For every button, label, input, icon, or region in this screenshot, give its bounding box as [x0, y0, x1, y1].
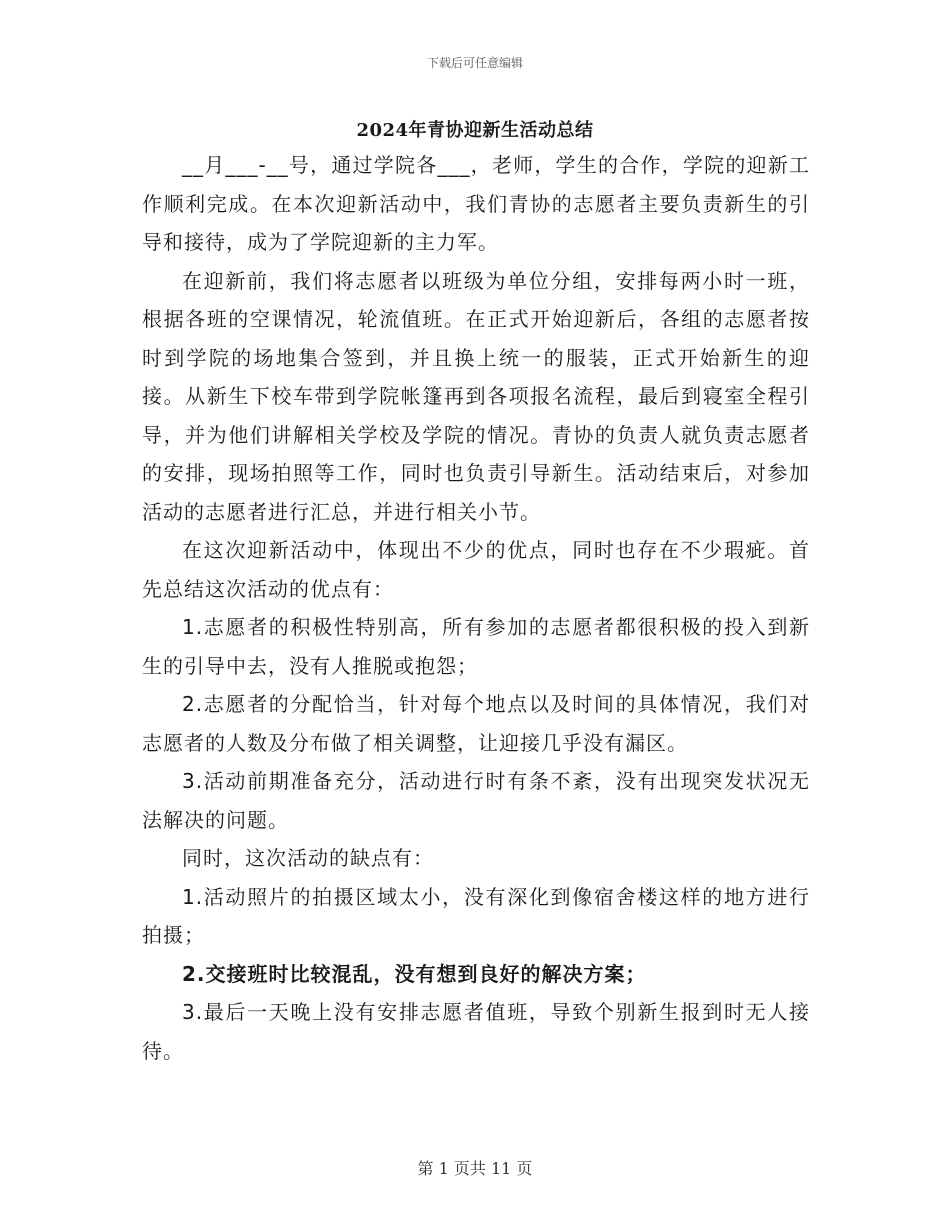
paragraph-summary-intro: 在这次迎新活动中，体现出不少的优点，同时也存在不少瑕疵。首先总结这次活动的优点有：: [142, 538, 810, 601]
paragraph-shortcoming-2: 2.交接班时比较混乱，没有想到良好的解决方案；: [182, 961, 647, 986]
paragraph-advantage-1: 1.志愿者的积极性特别高，所有参加的志愿者都很积极的投入到新生的引导中去，没有人推脱或抱怨；: [142, 615, 810, 678]
paragraph-intro: __月___-__号，通过学院各___，老师，学生的合作，学院的迎新工作顺利完成。在本次迎新活动中，我们青协的志愿者主要负责新生的引导和接待，成为了学院迎新的主力军。: [142, 153, 810, 254]
paragraph-shortcoming-3: 3.最后一天晚上没有安排志愿者值班，导致个别新生报到时无人接待。: [142, 1000, 810, 1063]
document-title: 2024年青协迎新生活动总结: [356, 120, 594, 141]
document-body: [142, 146, 810, 1070]
paragraph-advantage-3: 3.活动前期准备充分，活动进行时有条不紊，没有出现突发状况无法解决的问题。: [142, 769, 810, 832]
paragraph-preparation: 在迎新前，我们将志愿者以班级为单位分组，安排每两小时一班，根据各班的空课情况，轮流值班。在正式开始迎新后，各组的志愿者按时到学院的场地集合签到，并且换上统一的服装，正式开始新生的迎接。从新生下校车带到学院帐篷再到各项报名流程，最后到寝室全程引导，并为他们讲解相关学校及学院的情况。青协的负责人就负责志愿者的安排，现场拍照等工作，同时也负责引导新生。活动结束后，对参加活动的志愿者进行汇总，并进行相关小节。: [142, 268, 810, 524]
header-note: 下载后可任意编辑: [426, 56, 523, 70]
paragraph-shortcomings-intro: 同时，这次活动的缺点有：: [182, 846, 434, 870]
paragraph-advantage-2: 2.志愿者的分配恰当，针对每个地点以及时间的具体情况，我们对志愿者的人数及分布做了相关调整，让迎接几乎没有漏区。: [142, 692, 810, 755]
paragraph-shortcoming-1: 1.活动照片的拍摄区域太小，没有深化到像宿舍楼这样的地方进行拍摄；: [142, 884, 810, 947]
page-number: 第 1 页共 11 页: [417, 1159, 533, 1178]
